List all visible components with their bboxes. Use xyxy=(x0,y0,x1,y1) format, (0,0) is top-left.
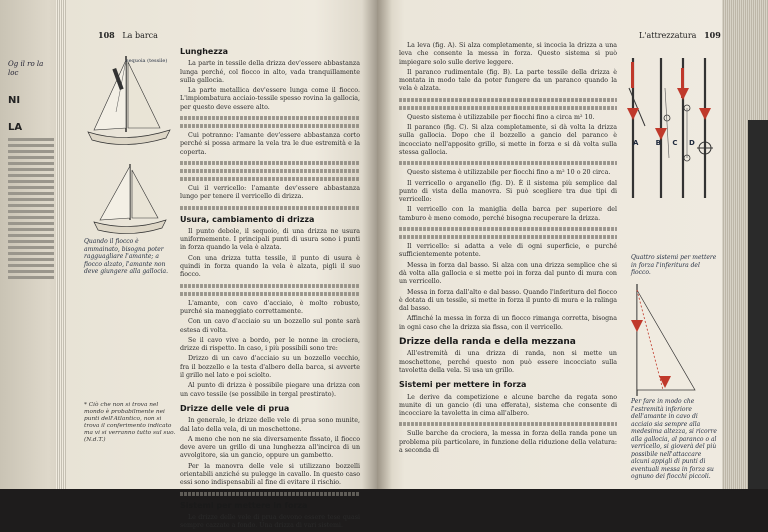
paragraph: Questo sistema è utilizzabile per fiocchi fino a m² 10 o 20 circa. xyxy=(407,169,611,177)
paragraph: Cui il verricello: l'amante dev'essere abbastanza lungo per tenere il verricello di drizza. xyxy=(180,184,360,201)
figure-tensioning-labels xyxy=(633,140,723,148)
left-text-column xyxy=(180,42,360,532)
underlying-heading: NI xyxy=(8,95,21,106)
paragraph: Messa in forza dall'alto e dal basso. Quando l'inferitura del fiocco è dotata di un tessile, si mette in forza il punto di mura e la ralinga dal basso. xyxy=(399,288,617,313)
paragraph: Il verricello: si adatta a vele di ogni superficie, e purché sufficientemente potente. xyxy=(399,243,617,259)
paragraph: A meno che non ne sia diversamente fissato, il fiocco deve avere un grillo di una lunghezza all'incirca di un avvolgitore, sia un gancio, oppure un gambetto. xyxy=(180,435,360,460)
right-page xyxy=(377,0,722,489)
paragraph: La leva (fig. A). Si alza completamente, si incocia la drizza a una leva che consente la messa in forza. Questo sistema si può impiegare solo sulle derive leggere. xyxy=(399,42,617,66)
paragraph: Le drizze delle vele di prua devono essere tese quasi sempre cazzate a fondo. Una drizza di vari sistemi. xyxy=(180,513,360,530)
right-running-head xyxy=(639,30,721,40)
paragraph: Le derive da competizione e alcune barche da regata sono munite di un gancio (di una efferata), sistema che consente di incocciare la tavoletta in cima all'albero. xyxy=(399,393,617,418)
underlying-heading-2: LA xyxy=(8,122,23,133)
heading-sistemi-forza: Sistemi per mettere in forza xyxy=(180,500,308,510)
figure-caption-bottom: Per fare in modo che l'estremità inferiore dell'amante in cavo di acciaio sia sempre alla medesima altezza, si ricorre alla gallocia, al paranco o al verricello, si gioverà del più possibile nell'attaccare alcuni appigli di punti di eventuali messa in forza su ognuno dei fiocchi piccoli. xyxy=(631,398,717,480)
figure-tensioning-systems xyxy=(623,48,715,248)
paragraph: Cui potranno: l'amante dev'essere abbastanza corto perché si possa armare la vela tra le due estremità e la coperta. xyxy=(180,132,360,156)
figure-caption-left: Quando il fiocco è ammainato, bisogna poter ragguagliare l'amante; a fiocco alzato, l'amante non deve giungere alla gallocia. xyxy=(84,238,168,275)
figure-label-a: A xyxy=(633,139,639,147)
paragraph: La parte in tessile della drizza dev'essere abbastanza lunga perché, col fiocco in alto, vada tranquillamente sulla gallocia. xyxy=(180,60,360,84)
paragraph: Il verricello o arganello (fig. D). È il sistema più semplice dal punto di vista della manovra. Si può scegliere tra due tipi di verricello: xyxy=(399,179,617,204)
left-page-number: 108 xyxy=(98,30,115,40)
paragraph: La parte metallica dev'essere lunga come il fiocco. L'impiombatura acciaio-tessile spesso rovina la gallocia, per questo deve essere alto. xyxy=(180,87,360,111)
paragraph: Il paranco (fig. C). Si alza completamente, si dà volta la drizza sulla gallocia. Dopo che il bozzello a gancio del paranco è incocciato nell'apposito grillo, si mette in forza e si dà volta sulla stessa gallocia. xyxy=(399,124,617,156)
figure-sail-tension xyxy=(623,280,715,400)
background-dark xyxy=(748,120,768,489)
paragraph: Per la manovra delle vele si utilizzano bozzelli orientabili anziché su pulegge in cavallo. In questo caso essi sono indispensabili al fine di evitare il rischio. xyxy=(180,462,360,487)
underlying-page-text xyxy=(8,60,54,282)
right-running-title: L'attrezzatura xyxy=(639,31,697,40)
heading-lunghezza: Lunghezza xyxy=(180,47,229,56)
paragraph: Sulle barche da crociera, la messa in forza della randa pone un problema più particolare, in funzione della riduzione della velatura: a seconda di xyxy=(399,430,617,454)
heading-usura: Usura, cambiamento di drizza xyxy=(180,214,315,224)
paragraph: Drizzo di un cavo d'acciaio su un bozzello vecchio, fra il bozzello e la testa d'albero della barca, si avverte il grillo nel lato e poi sciolto. xyxy=(180,355,360,380)
footnote: * Ciò che non si trova nel mondo è probabilmente nei punti dell'Atlantico, non si trova il conferimento indicato ma vi si verranno tutto sul suo. (N.d.T.) xyxy=(84,402,176,443)
halyard-boat-drawing xyxy=(86,52,172,152)
heading-drizze-prua: Drizze delle vele di prua xyxy=(180,403,290,413)
paragraph: Affinché la messa in forza di un fiocco rimanga corretta, bisogna in ogni caso che la drizza sia fissa, con il verricello. xyxy=(399,315,617,331)
dinghy-drawing xyxy=(86,160,172,238)
book-gutter-shadow xyxy=(362,0,392,489)
right-page-number: 109 xyxy=(704,30,721,40)
underlying-caption: Og il ro la loc xyxy=(8,60,44,77)
right-text-column xyxy=(399,42,617,457)
paragraph: Con un cavo d'acciaio su un bozzello sul ponte sarà estesa di volta. xyxy=(180,318,360,334)
figure-label-sequoia: sequoia (tessile) xyxy=(126,58,168,64)
sail-tension-drawing xyxy=(623,280,715,400)
paragraph: Il verricello con la maniglia della barca per superiore del tamburo è meno comodo, perché bisogna recuperare la drizza. xyxy=(399,206,617,222)
paragraph: Al punto di drizza è possibile piegare una drizza con un cavo tessile (se possibile in tergal prestirato). xyxy=(180,382,360,398)
paragraph: Il paranco rudimentale (fig. B). La parte tessile della drizza è montata in modo tale da poter fungere da un paranco quando la vela è alzata. xyxy=(399,68,617,93)
paragraph: Messa in forza dal basso. Si alza con una drizza semplice che si dà volta alla gallocia e si mette poi in forza dal punto di mura con un verricello. xyxy=(399,261,617,286)
paragraph: In generale, le drizze delle vele di prua sono munite, dal lato della vela, di un moschettone. xyxy=(180,417,360,433)
figure-halyard-boat xyxy=(86,52,172,152)
paragraph: All'estremità di una drizza di randa, non si mette un moschettone, perché questo non può essere incocciato sulla tavoletta della vela. Si usa un grillo. xyxy=(399,350,617,374)
paragraph: Se il cavo vive a bordo, per le nonne in crociera, drizze di rispetto. In caso, i più possibili sono tre: xyxy=(180,336,360,353)
left-page xyxy=(66,0,377,530)
tensioning-systems-drawing xyxy=(623,48,715,248)
paragraph: Il punto debole, il sequoio, di una drizza ne usura uniformemente. I principali punti di usura sono i punti in forza quando la vela è alzata. xyxy=(180,227,360,252)
heading-drizze-randa: Drizze della randa e della mezzana xyxy=(399,337,576,348)
figure-label-d: D xyxy=(688,139,695,147)
paragraph: L'amante, con cavo d'acciaio, è molto robusto, purché sia maneggiato correttamente. xyxy=(180,299,360,315)
heading-sistemi-forza-right: Sistemi per mettere in forza xyxy=(399,380,527,390)
figure-dinghy xyxy=(86,160,172,238)
figure-caption-top: Quattro sistemi per mettere in forza l'inferitura del fiocco. xyxy=(631,254,717,276)
left-running-head xyxy=(98,30,158,40)
paragraph: Questo sistema è utilizzabile per fiocchi fino a circa m² 10. xyxy=(407,113,595,121)
paragraph: Con una drizza tutta tessile, il punto di usura è quindi in forza quando la vela è alzata, pigli il suo fiocco. xyxy=(180,254,360,279)
left-running-title: La barca xyxy=(122,31,158,40)
figure-label-c: C xyxy=(672,139,678,147)
figure-label-b: B xyxy=(655,139,661,147)
